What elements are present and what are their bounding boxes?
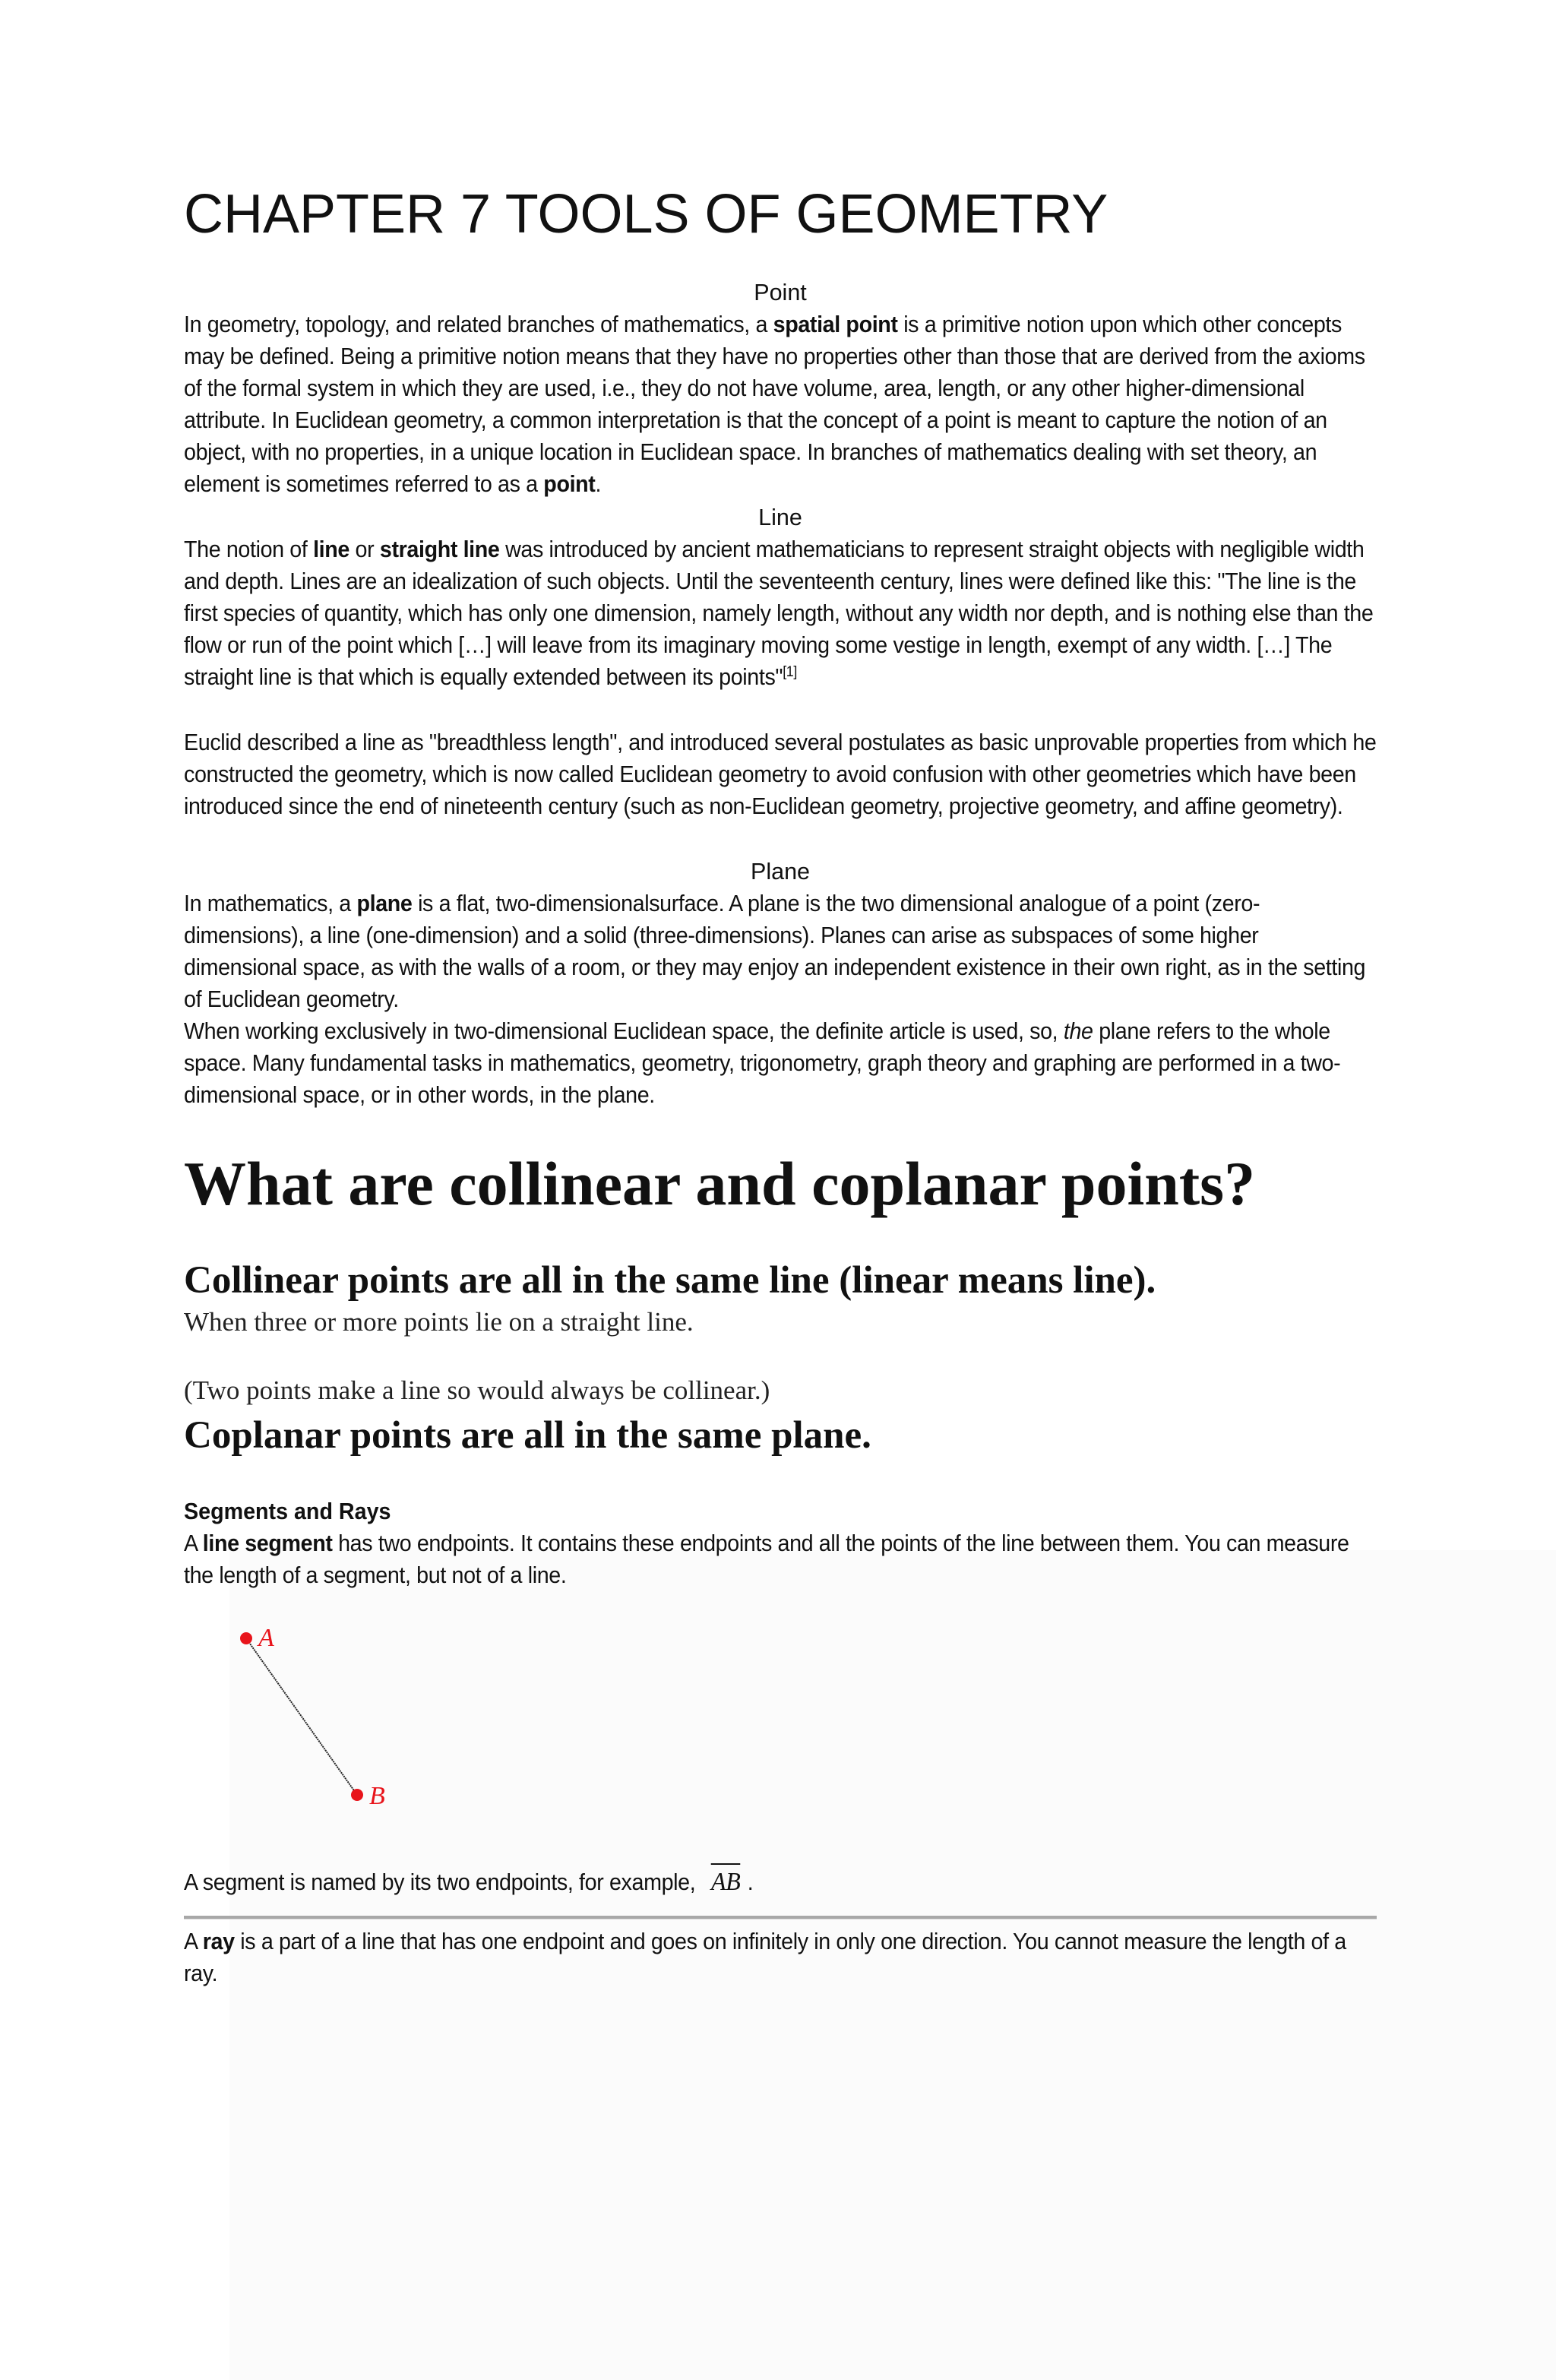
collinear-note: (Two points make a line so would always be collinear.) — [184, 1375, 770, 1405]
segments-rays-heading: Segments and Rays — [184, 1499, 391, 1524]
plane-heading: Plane — [750, 859, 810, 885]
point-b-dot — [351, 1789, 363, 1801]
plane-paragraph-2: When working exclusively in two-dimensional Euclidean space, the definite article is used, so, the plane refers to the whole space. Many fundamental tasks in mathematics, geometry, trigonometry, graph theory and graphing are performed in a two-dimensional space, or in other words, in the plane. — [184, 1018, 1341, 1108]
line-paragraph: The notion of line or straight line was introduced by ancient mathematicians to represent straight objects with negligible width and depth. Lines are an idealization of such objects. Until the seventeenth century, lines were defined like this: "The line is the first species of quantity, which has only one dimension, namely length, without any width nor depth, and is nothing else than the flow or run of the point which […] will leave from its imaginary moving some vestige in length, exempt of any width. […] The straight line is that which is equally extended between its points"[1] — [184, 536, 1374, 690]
section-divider — [184, 1916, 1377, 1920]
point-b-label: B — [369, 1782, 385, 1810]
ray-paragraph: A ray is a part of a line that has one endpoint and goes on infinitely in only one direction. You cannot measure the length of a ray. — [184, 1929, 1346, 1986]
segment-naming-text: A segment is named by its two endpoints, for example, AB . — [184, 1863, 1377, 1898]
point-heading: Point — [754, 280, 807, 305]
collinear-definition: When three or more points lie on a straight line. — [184, 1307, 694, 1337]
segment-ab-symbol: AB — [711, 1863, 740, 1898]
collinear-subheading: Collinear points are all in the same line (linear means line). — [184, 1259, 1156, 1302]
point-a-label: A — [258, 1624, 274, 1652]
plane-paragraph: In mathematics, a plane is a flat, two-dimensionalsurface. A plane is the two dimensional analogue of a point (zero-dimensions), a line (one-dimension) and a solid (three-dimensions). Planes can arise as subspaces of some higher dimensional space, as with the walls of a room, or they may enjoy an independent existence in their own right, as in the setting of Euclidean geometry. — [184, 891, 1366, 1012]
segment-paragraph: A line segment has two endpoints. It contains these endpoints and all the points of the line between them. You can measure the length of a segment, but not of a line. — [184, 1530, 1349, 1588]
chapter-title: CHAPTER 7 TOOLS OF GEOMETRY — [184, 184, 1108, 245]
coplanar-subheading: Coplanar points are all in the same plane. — [184, 1414, 871, 1457]
euclid-paragraph: Euclid described a line as "breadthless length", and introduced several postulates as basic unprovable properties from which he constructed the geometry, which is now called Euclidean geometry to avoid confusion with other geometries which have been introduced since the end of nineteenth century (such as non-Euclidean geometry, projective geometry, and affine geometry). — [184, 730, 1377, 819]
footnote-ref-link[interactable]: [1] — [783, 663, 797, 680]
segment-line — [246, 1638, 357, 1795]
point-a-dot — [240, 1632, 252, 1644]
segment-diagram — [237, 1619, 480, 1816]
line-heading: Line — [758, 505, 802, 530]
collinear-coplanar-heading: What are collinear and coplanar points? — [184, 1149, 1256, 1218]
point-paragraph: In geometry, topology, and related branches of mathematics, a spatial point is a primitive notion upon which other concepts may be defined. Being a primitive notion means that they have no properties other than those that are derived from the axioms of the formal system in which they are used, i.e., they do not have volume, area, length, or any other higher-dimensional attribute. In Euclidean geometry, a common interpretation is that the concept of a point is meant to capture the notion of an object, with no properties, in a unique location in Euclidean space. In branches of mathematics dealing with set theory, an element is sometimes referred to as a point. — [184, 312, 1365, 497]
